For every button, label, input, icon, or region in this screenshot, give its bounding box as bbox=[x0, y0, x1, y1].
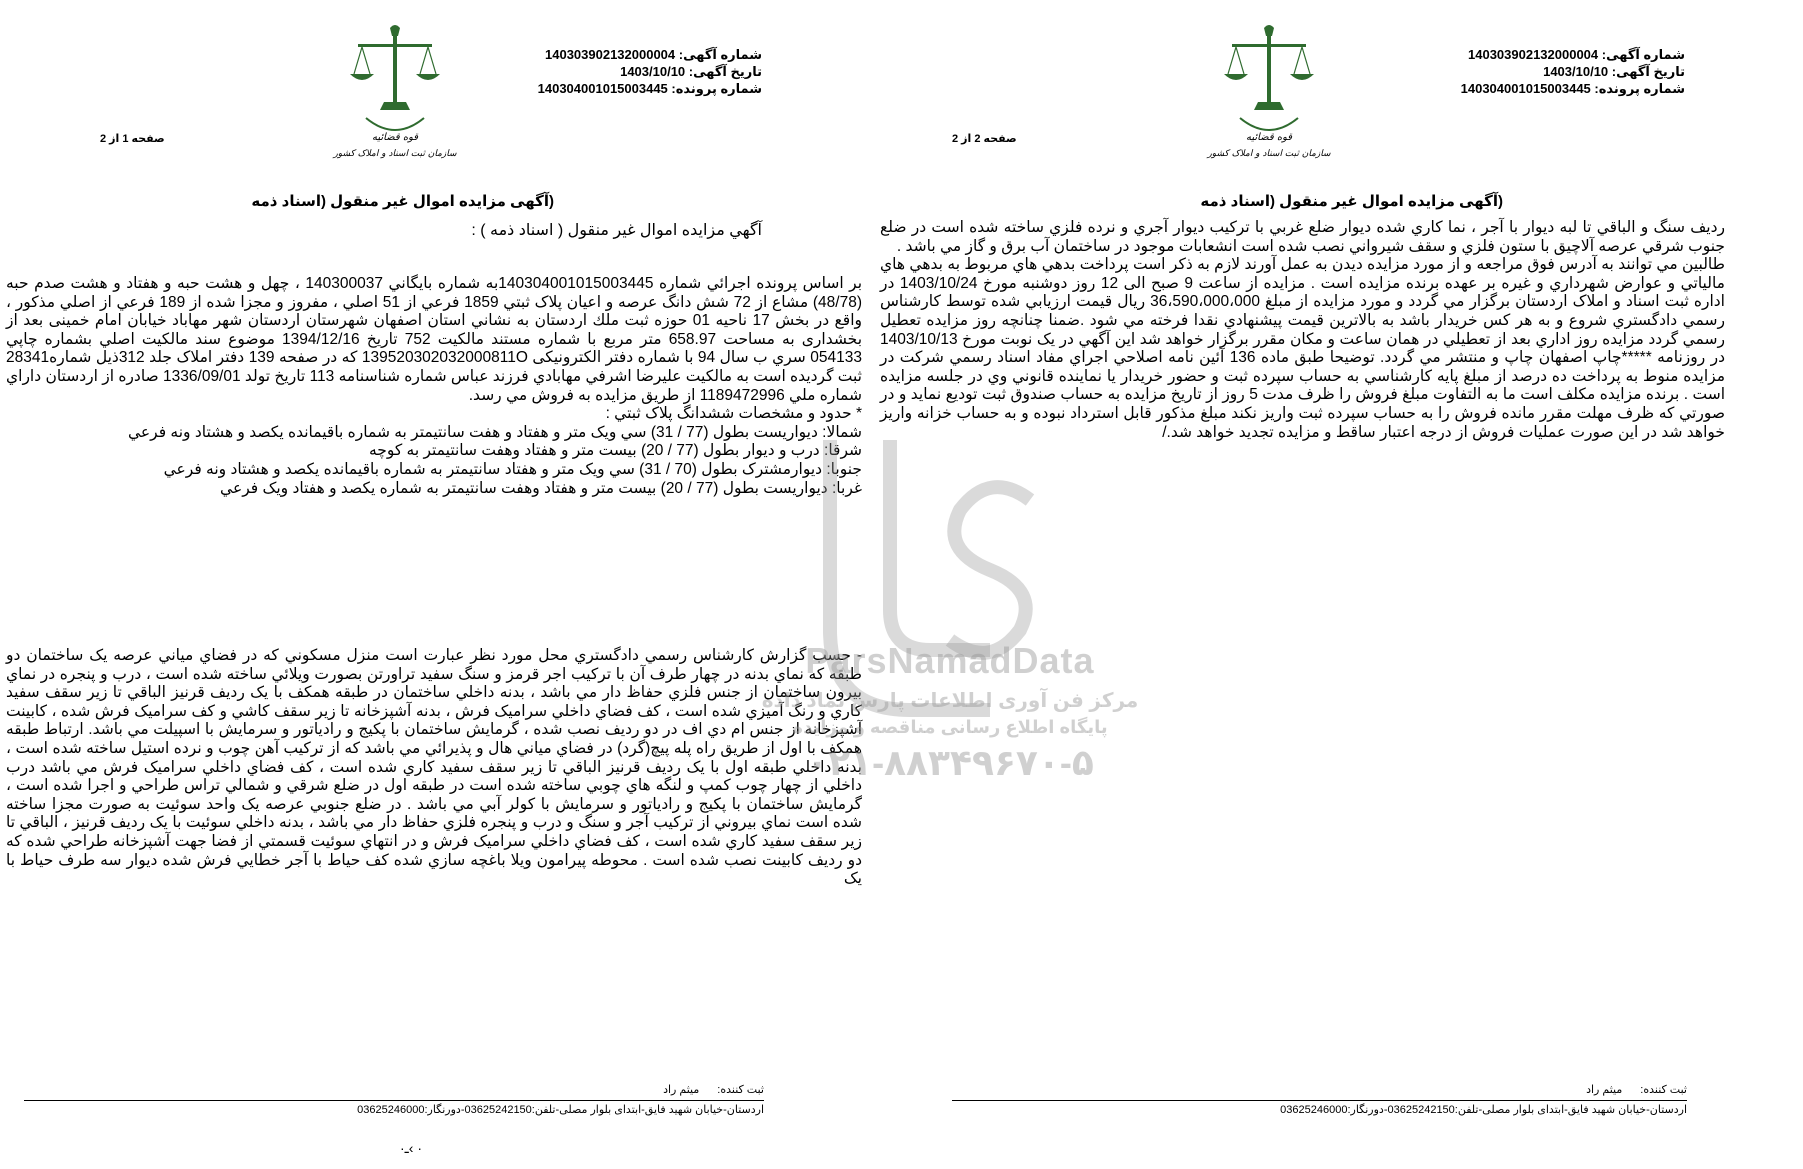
office-address: اردستان-خیابان شهید فایق-ابتدای بلوار مصلی-تلفن:03625242150-دورنگار:03625246000 bbox=[357, 1104, 764, 1116]
watermark-line-2: پایگاه اطلاع رسانی مناقصه و مزایده bbox=[792, 717, 1108, 737]
notice-date: 1403/10/10 bbox=[620, 64, 686, 79]
registrar-name: میثم راد bbox=[1586, 1084, 1623, 1096]
file-number-row bbox=[1461, 80, 1685, 97]
auction-terms-paragraph: طالبين مي توانند به آدرس فوق مراجعه و از مورد مزايده ديدن به عمل آورند لازم به ذكر است پرداخت بدهي هاي مربوط به بدهي هاي مالياتي و عوارض شهرداري و غيره بر عهده برنده مزايده است . مزايده از ساعت 9 صبح الی 12 روز دوشنبه مورخ 1403/10/24 در اداره ثبت اسناد و املاک اردستان برگزار مي گردد و مورد مزايده از مبلغ 36،590،000،000 ريال قيمت ارزيابي شده توسط کارشناس رسمي دادگستري شروع و به هر كس خريدار باشد به بالاترين قيمت پيشنهادي نقدا فرخته مي شود .ضمنا چنانچه روز مزايده تعطيل رسمي گردد مزايده روز اداري بعد از تعطيلي در همان ساعت و مكان مقرر برگزار خواهد شد اين آگهي در يک نوبت مورخ 1403/10/13 در روزنامه *****چاپ اصفهان چاپ و منتشر مي گردد. توضيحا طبق ماده 136 آئين نامه اصلاحي اجراي مفاد اسناد رسمي شرکت در مزايده منوط به پرداخت ده درصد از مبلغ پايه کارشناسي به حساب سپرده ثبت و حضور خريدار يا نماينده قانوني وي در جلسه مزايده است . برنده مزايده مکلف است ما به التفاوت مبلغ فروش را ظرف مدت 5 روز از تاريخ مزايده به حساب صندوق ثبت توديع نمايد و در صورتي كه ظرف مهلت مقرر مانده فروش را به حساب سپرده ثبت واريز نكند مبلغ مذكور قابل استرداد نبوده و به حساب خزانه واريز خواهد شد در اين صورت عمليات فروش از درجه اعتبار ساقط و مزايده تجديد خواهد شد./ bbox=[880, 256, 1726, 441]
page-number: صفحه 2 از 2 bbox=[952, 133, 1017, 145]
boundary-west: غربا: ديواريست بطول (77 / 20) بيست متر و هفتاد وهفت سانتيمتر به شماره يکصد و هفتاد ويک فرعي bbox=[220, 479, 862, 497]
file-number-row bbox=[538, 80, 762, 97]
scales-of-justice-icon bbox=[330, 22, 460, 162]
notice-page-2 bbox=[876, 0, 1803, 1169]
expert-report-paragraph: - حسب گزارش کارشناس رسمي دادگستري محل مورد نظر عبارت است منزل مسکوني که در فضاي مياني عرصه يک ساختمان دو طبقه که نماي بدنه در چهار طرف آن با ترکيب اجر قرمز و سنگ سفيد تراورتن بصورت ويلائي ساخته شده است ، درب و پنجره در نماي بيرون ساختمان از جنس فلزي حفاظ دار مي باشد ، بدنه داخلي ساختمان در طبقه همکف با يک رديف قرنيز الباقي تا زير سقف سفيد کاري و رنگ آميزي شده است ، کف فضاي داخلي سراميک فرش ، بدنه آشپزخانه تا زير سقف کاشي و کف سراميک فرش شده ، کابينت آشپزخانه از جنس ام دي اف در دو رديف نصب شده ، گرمايش ساختمان با پکيج و رادياتور و سرمايش با اسپيلت مي باشد. ارتباط طبقه همکف با اول از طريق راه پله پيچ(گرد) در فضاي مياني هال و پذيرائي مي باشد که از ترکيب آهن چوب و نرده استيل ساخته شده است ، بدنه داخلي طبقه اول با يک رديف قرنيز الباقي تا زير سقف سفيد کاري شده است ، کف فضاي داخلي سراميک فرش مي باشد درب داخلي از چهار چوب کمپ و لنگه هاي چوبي ساخته شده است در طبقه اول در ضلع شرقي و شمالي تراس طراحي و اجرا شده است ، گرمايش ساختمان با پکيج و رادياتور و سرمايش با کولر آبي مي باشد . در ضلع جنوبي عرصه يک واحد سوئيت به صورت مجزا ساخته شده است نماي بيروني از ترکيب آجر و سنگ و درب و پنجره فلزي حفاظ دار مي باشد ، بدنه داخلي سوئيت با يک رديف قرنيز ، الباقي تا زير سقف سفيد کاري شده است ، کف فضاي داخلي سراميک فرش و در انتهاي سوئيت قسمتي از فضا جهت آشپزخانه طراحي شده که دو رديف کابينت نصب شده است . محوطه پيرامون ويلا باغچه سازي شده کف حياط با آجر خطايي فرش شده ديوار سه طرف حياط با يک bbox=[6, 647, 862, 888]
boundary-east: شرقا: درب و ديوار بطول (77 / 20) بيست متر و هفتاد وهفت سانتيمتر به کوچه bbox=[368, 442, 862, 460]
watermark-phone: ۰۲۱-۸۸۳۴۹۶۷۰-۵ bbox=[806, 742, 1094, 783]
boundary-north: شمالا: ديواريست بطول (77 / 31) سي ويک متر و هفتاد و هفت سانتيمتر به شماره باقيمانده يکصد و هشتاد ونه فرعي bbox=[127, 423, 862, 441]
utilities-paragraph: رديف سنگ و الباقي تا لبه ديوار با آجر ، نما کاري شده ديوار ضلع غربي با ترکيب ديوار آجري و نرده فلزي ساخته شده است در ضلع جنوب شرقي عرصه آلاچيق با ستون فلزي و سقف شيرواني نصب شده است انشعابات موجود در ساختمان آب برق و گاز مي باشد . bbox=[880, 219, 1725, 255]
file-number: 140304001015003445 bbox=[1460, 81, 1591, 96]
notice-date: 1403/10/10 bbox=[1543, 64, 1609, 79]
emblem-org-top: قوه قضائیه bbox=[371, 132, 419, 143]
file-number-label: شماره پرونده: bbox=[671, 81, 762, 96]
watermark-brand: ParsNamadData bbox=[805, 640, 1095, 681]
notice-page-1 bbox=[0, 0, 862, 1169]
registrar-label: ثبت کننده: bbox=[1640, 1084, 1687, 1096]
stamp-mark: ·ـ‹ · bbox=[400, 1140, 422, 1156]
file-paragraph: بر اساس پرونده اجرائي شماره 140304001015003445به شماره بايگاني 140300037 ، چهل و هشت حبه و هفتاد و هشت صدم حبه (48/78) مشاع از 72 شش دانگ عرصه و اعيان پلاک ثبتي 1859 فرعي از 51 اصلي ، مفروز و مجزا شده از 189 فرعي از اصلي مذکور ، واقع در بخش 17 ناحيه 01 حوزه ثبت ملك اردستان به نشاني استان اصفهان شهرستان اردستان شهر مهاباد خیابان امام خمینی بعد از بخشداری به مساحت 658.97 متر مربع با شماره مستند مالكيت 752 تاريخ 1394/12/16 موضوع سند مالكيت اصلي بشماره چاپي 054133 سري ب سال 94 با شماره دفتر الکترونیکی 139520302032000811O كه در صفحه 139 دفتر املاک جلد 312ذيل شماره28341 ثبت گرديده است به مالكيت عليرضا اشرفي مهابادي فرزند عباس شماره شناسنامه 113 تاريخ تولد 1336/09/01 صادره از اردستان داراي شماره ملي 1189472996 از طريق مزايده به فروش مي رسد. bbox=[6, 275, 863, 404]
boundary-south: جنوبا: ديوارمشترک بطول (70 / 31) سي ويک متر و هفتاد سانتيمتر به شماره باقيمانده يکصد و هشتاد ونه فرعي bbox=[163, 460, 862, 478]
boundaries-heading: * حدود و مشخصات ششدانگ پلاک ثبتي : bbox=[605, 405, 862, 423]
emblem-org-top: قوه قضائیه bbox=[1245, 132, 1293, 143]
registrar-label: ثبت کننده: bbox=[717, 1084, 764, 1096]
emblem-org-bottom: سازمان ثبت اسناد و املاک کشور bbox=[1207, 149, 1331, 159]
notice-number: 140303902132000004 bbox=[1468, 47, 1599, 62]
watermark bbox=[700, 640, 1200, 784]
notice-number-label: شماره آگهی: bbox=[678, 47, 762, 62]
notice-date-row bbox=[1461, 63, 1685, 80]
notice-number: 140303902132000004 bbox=[545, 47, 676, 62]
page-footer bbox=[24, 1083, 764, 1116]
file-number-label: شماره پرونده: bbox=[1594, 81, 1685, 96]
notice-date-label: تاریخ آگهی: bbox=[688, 64, 762, 79]
notice-subtitle: آگهي مزايده اموال غير منقول ( اسناد ذمه ) : bbox=[471, 222, 762, 239]
notice-title: (آگهی مزایده اموال غیر منقول (اسناد ذمه bbox=[251, 193, 554, 210]
footer-divider bbox=[24, 1100, 764, 1101]
registrar bbox=[24, 1083, 764, 1096]
notice-body-part-1 bbox=[6, 275, 862, 498]
notice-date-label: تاریخ آگهی: bbox=[1611, 64, 1685, 79]
registrar bbox=[952, 1083, 1687, 1096]
notice-header-meta bbox=[1461, 46, 1685, 97]
notice-number-row bbox=[1461, 46, 1685, 63]
scales-of-justice-icon bbox=[1204, 22, 1334, 162]
notice-body bbox=[880, 219, 1725, 442]
watermark-line-1: مرکز فن آوری اطلاعات پارس نماد داده bbox=[761, 690, 1139, 712]
notice-title: (آگهی مزایده اموال غیر منقول (اسناد ذمه bbox=[1200, 193, 1503, 210]
emblem-org-bottom: سازمان ثبت اسناد و املاک کشور bbox=[333, 149, 457, 159]
page-footer bbox=[952, 1083, 1687, 1116]
notice-header-meta bbox=[538, 46, 762, 97]
notice-date-row bbox=[538, 63, 762, 80]
page-number: صفحه 1 از 2 bbox=[100, 133, 165, 145]
notice-number-label: شماره آگهی: bbox=[1601, 47, 1685, 62]
registrar-name: میثم راد bbox=[663, 1084, 700, 1096]
notice-number-row bbox=[538, 46, 762, 63]
file-number: 140304001015003445 bbox=[537, 81, 668, 96]
footer-divider bbox=[952, 1100, 1687, 1101]
office-address: اردستان-خیابان شهید فایق-ابتدای بلوار مصلی-تلفن:03625242150-دورنگار:03625246000 bbox=[1280, 1104, 1687, 1116]
